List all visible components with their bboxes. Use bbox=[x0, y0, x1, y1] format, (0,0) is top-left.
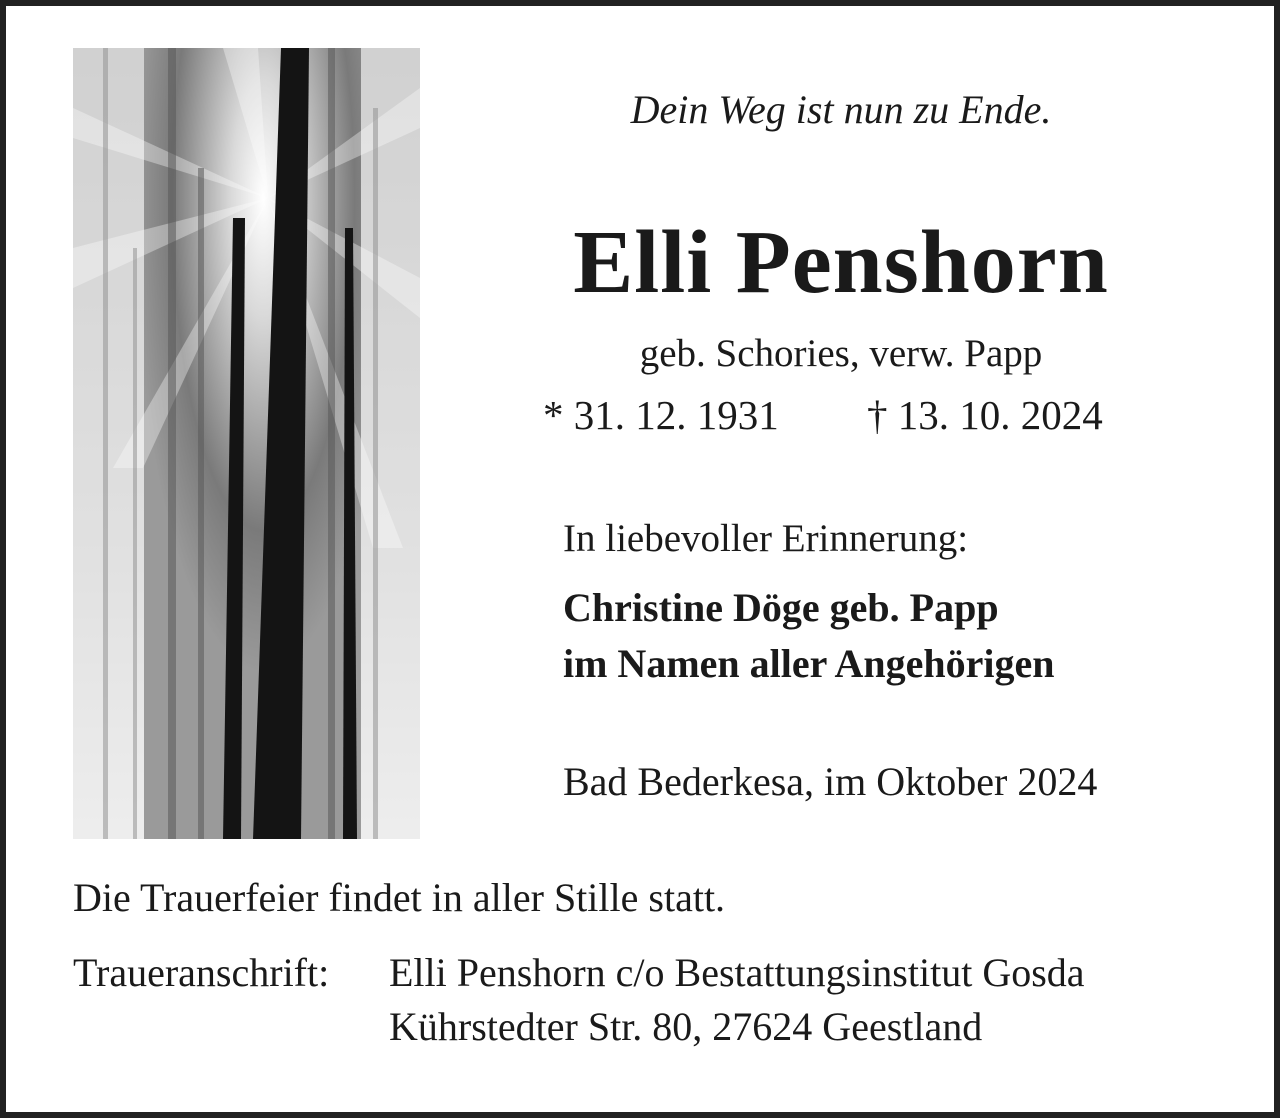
forest-sunbeams-photo bbox=[73, 48, 420, 839]
address-line-2: Kührstedter Str. 80, 27624 Geestland bbox=[389, 1004, 983, 1049]
birth-names: geb. Schories, verw. Papp bbox=[639, 332, 1043, 375]
address-label: Traueranschrift: bbox=[73, 950, 330, 995]
mourner-name: Christine Döge geb. Papp bbox=[563, 585, 999, 630]
ceremony-note: Die Trauerfeier findet in aller Stille statt. bbox=[73, 875, 726, 920]
place-and-date: Bad Bederkesa, im Oktober 2024 bbox=[563, 759, 1098, 804]
death-date: † 13. 10. 2024 bbox=[867, 392, 1103, 438]
mourner-family-line: im Namen aller Angehörigen bbox=[563, 641, 1055, 686]
motto-text: Dein Weg ist nun zu Ende. bbox=[630, 87, 1052, 132]
deceased-name: Elli Penshorn bbox=[573, 213, 1109, 312]
remembrance-intro: In liebevoller Erinnerung: bbox=[563, 517, 969, 560]
address-line-1: Elli Penshorn c/o Bestattungsinstitut Gosda bbox=[389, 950, 1085, 995]
birth-date: * 31. 12. 1931 bbox=[543, 392, 779, 438]
